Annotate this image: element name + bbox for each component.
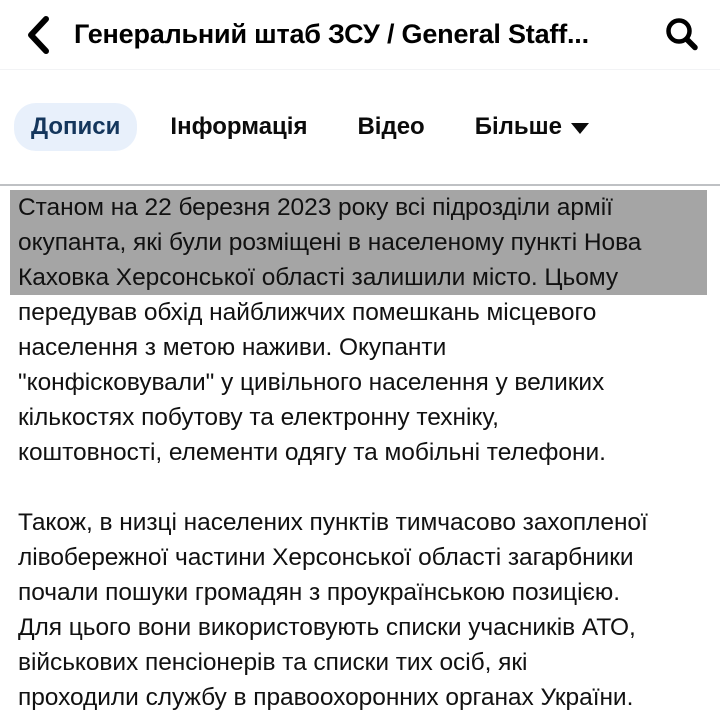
chevron-down-icon (571, 123, 589, 134)
tab-information[interactable] (153, 103, 324, 151)
tab-more[interactable] (458, 103, 606, 151)
tab-posts[interactable] (14, 103, 137, 151)
post-line: почали пошуки громадян з проукраїнською позицією. (18, 579, 620, 606)
tab-more-label: Більше (474, 113, 562, 141)
chevron-left-icon (25, 15, 51, 55)
header-bar (0, 0, 720, 70)
tab-posts-label: Дописи (31, 113, 121, 141)
page-title: Генеральний штаб ЗСУ / General Staff... (74, 19, 589, 49)
post-line: населення з метою наживи. Окупанти (18, 334, 447, 361)
post-line: проходили службу в правоохоронних органах України. (18, 684, 634, 711)
search-button[interactable] (658, 11, 706, 59)
search-icon (663, 16, 701, 54)
post-line: Також, в низці населених пунктів тимчасово захопленої (18, 509, 648, 536)
post-paragraph-1 (18, 190, 702, 470)
highlighted-line: окупанта, які були розміщені в населеному пункті Нова (10, 225, 707, 260)
post-line: коштовності, елементи одягу та мобільні телефони. (18, 439, 606, 466)
post-line: військових пенсіонерів та списки тих осіб, які (18, 649, 528, 676)
highlighted-line: Каховка Херсонської області залишили місто. Цьому (10, 260, 707, 295)
tab-video-label: Відео (357, 113, 425, 141)
post-line: "конфісковували" у цивільного населення у великих (18, 369, 605, 396)
post-line: Для цього вони використовують списки учасників АТО, (18, 614, 636, 641)
tab-bar (0, 70, 720, 186)
post-line: лівобережної частини Херсонської області загарбники (18, 544, 634, 571)
post-line: кількостях побутову та електронну техніку, (18, 404, 499, 431)
post-paragraph-2 (18, 505, 702, 715)
paragraph-spacer (18, 470, 702, 505)
post-body[interactable] (0, 186, 720, 720)
post-line: передував обхід найближчих помешкань місцевого (18, 299, 597, 326)
back-button[interactable] (16, 13, 60, 57)
highlighted-line: Станом на 22 березня 2023 року всі підрозділи армії (10, 190, 707, 225)
tab-information-label: Інформація (170, 113, 308, 141)
post-text (10, 190, 710, 715)
tab-video[interactable] (340, 103, 441, 151)
